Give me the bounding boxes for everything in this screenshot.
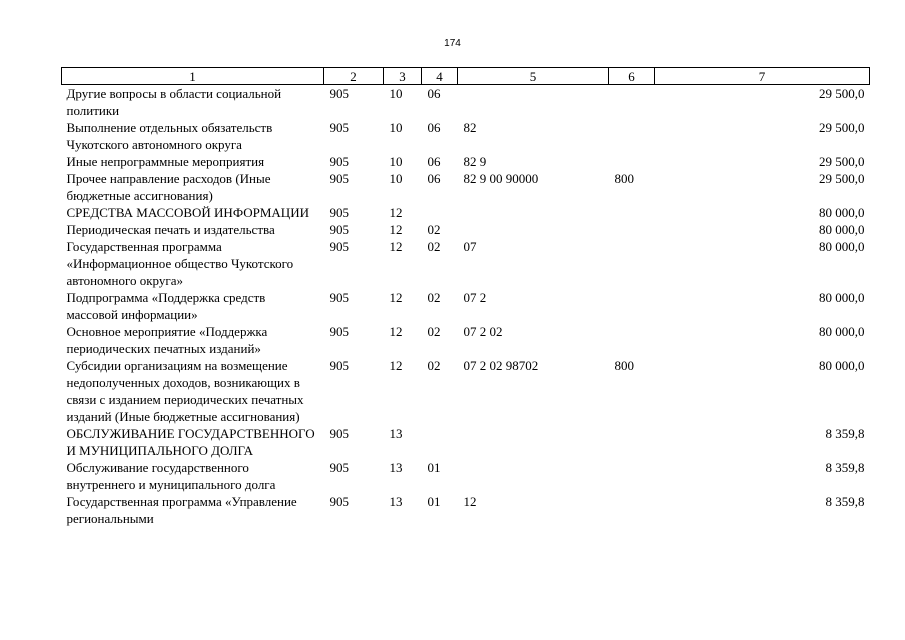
column-header: 4 — [422, 68, 458, 85]
row-code-target: 12 — [463, 494, 477, 509]
row-code-target: 07 — [463, 239, 477, 254]
row-code-admin: 905 — [329, 290, 349, 305]
row-name: Государственная программа «Информационное общество Чукотского автономного округа» — [66, 239, 294, 288]
row-name: Иные непрограммные мероприятия — [66, 154, 265, 169]
table-body — [62, 85, 870, 528]
page-number: 174 — [444, 38, 461, 49]
row-code-subsection: 06 — [427, 154, 441, 169]
row-code-section: 12 — [389, 324, 403, 339]
row-code-section: 13 — [389, 426, 403, 441]
row-code-section: 12 — [389, 222, 403, 237]
row-code-admin: 905 — [329, 426, 349, 441]
row-amount: 29 500,0 — [819, 154, 865, 169]
row-code-section: 12 — [389, 290, 403, 305]
row-code-subsection: 01 — [427, 460, 441, 475]
row-amount: 80 000,0 — [819, 239, 865, 254]
row-amount: 8 359,8 — [825, 426, 865, 441]
row-code-target: 82 9 00 90000 — [463, 171, 539, 186]
row-code-section: 12 — [389, 239, 403, 254]
row-name: Периодическая печать и издательства — [66, 222, 275, 237]
row-code-expense-type: 800 — [614, 171, 634, 186]
row-code-subsection — [422, 204, 458, 221]
row-name: Другие вопросы в области социальной политики — [66, 86, 282, 118]
row-amount: 80 000,0 — [819, 324, 865, 339]
row-code-target — [458, 204, 609, 221]
budget-table — [61, 67, 870, 527]
row-name: Выполнение отдельных обязательств Чукотского автономного округа — [66, 120, 273, 152]
row-code-target — [458, 425, 609, 459]
column-header: 6 — [609, 68, 655, 85]
row-code-section: 13 — [389, 460, 403, 475]
column-header: 2 — [324, 68, 384, 85]
row-code-expense-type — [609, 238, 655, 289]
row-code-expense-type — [609, 459, 655, 493]
row-code-expense-type — [609, 204, 655, 221]
row-code-section: 10 — [389, 120, 403, 135]
row-name: Прочее направление расходов (Иные бюджетные ассигнования) — [66, 171, 271, 203]
row-amount: 80 000,0 — [819, 205, 865, 220]
column-header: 1 — [62, 68, 324, 85]
row-name: Обслуживание государственного внутреннего и муниципального долга — [66, 460, 276, 492]
row-code-target: 07 2 02 98702 — [463, 358, 539, 373]
row-amount: 29 500,0 — [819, 171, 865, 186]
row-code-subsection: 06 — [427, 171, 441, 186]
row-code-admin: 905 — [329, 154, 349, 169]
table-row — [62, 425, 870, 459]
row-code-expense-type — [609, 493, 655, 527]
row-name: Государственная программа «Управление региональными — [66, 494, 297, 526]
row-amount: 8 359,8 — [825, 460, 865, 475]
row-code-section: 12 — [389, 205, 403, 220]
row-code-expense-type — [609, 425, 655, 459]
table-row — [62, 238, 870, 289]
row-code-subsection: 01 — [427, 494, 441, 509]
row-code-expense-type — [609, 85, 655, 120]
table-row — [62, 221, 870, 238]
row-amount: 29 500,0 — [819, 86, 865, 101]
row-code-target: 82 9 — [463, 154, 487, 169]
table-row — [62, 357, 870, 425]
column-header: 5 — [458, 68, 609, 85]
column-header: 7 — [655, 68, 870, 85]
row-code-section: 13 — [389, 494, 403, 509]
row-name: Основное мероприятие «Поддержка периодических печатных изданий» — [66, 324, 268, 356]
row-code-expense-type — [609, 289, 655, 323]
row-code-admin: 905 — [329, 460, 349, 475]
row-code-admin: 905 — [329, 171, 349, 186]
row-code-expense-type — [609, 323, 655, 357]
row-code-admin: 905 — [329, 358, 349, 373]
row-code-admin: 905 — [329, 86, 349, 101]
row-amount: 80 000,0 — [819, 358, 865, 373]
row-code-admin: 905 — [329, 239, 349, 254]
row-code-admin: 905 — [329, 205, 349, 220]
table-row — [62, 170, 870, 204]
row-amount: 80 000,0 — [819, 290, 865, 305]
row-code-expense-type — [609, 153, 655, 170]
row-code-subsection: 02 — [427, 222, 441, 237]
table-row — [62, 85, 870, 120]
row-code-subsection: 06 — [427, 120, 441, 135]
row-code-admin: 905 — [329, 222, 349, 237]
row-code-expense-type — [609, 221, 655, 238]
column-header: 3 — [384, 68, 422, 85]
row-code-target — [458, 221, 609, 238]
row-code-subsection — [422, 425, 458, 459]
row-name: ОБСЛУЖИВАНИЕ ГОСУДАРСТВЕННОГО И МУНИЦИПАЛЬНОГО ДОЛГА — [66, 426, 315, 458]
row-code-subsection: 02 — [427, 290, 441, 305]
table-row — [62, 459, 870, 493]
table-row — [62, 153, 870, 170]
row-amount: 80 000,0 — [819, 222, 865, 237]
row-code-section: 10 — [389, 86, 403, 101]
table-row — [62, 323, 870, 357]
row-code-admin: 905 — [329, 494, 349, 509]
table-header — [62, 68, 870, 85]
row-code-admin: 905 — [329, 120, 349, 135]
table-row — [62, 204, 870, 221]
row-code-target: 82 — [463, 120, 477, 135]
row-code-target: 07 2 02 — [463, 324, 503, 339]
row-code-target — [458, 85, 609, 120]
row-name: Подпрограмма «Поддержка средств массовой информации» — [66, 290, 266, 322]
row-code-target — [458, 459, 609, 493]
row-code-admin: 905 — [329, 324, 349, 339]
row-amount: 8 359,8 — [825, 494, 865, 509]
row-code-target: 07 2 — [463, 290, 487, 305]
row-code-section: 10 — [389, 171, 403, 186]
table-row — [62, 289, 870, 323]
row-code-expense-type — [609, 119, 655, 153]
row-name: Субсидии организациям на возмещение недополученных доходов, возникающих в связи с изданием периодических печатных изданий (Иные бюджетные ассигнования) — [66, 358, 304, 424]
table-row — [62, 119, 870, 153]
row-code-subsection: 02 — [427, 358, 441, 373]
row-amount: 29 500,0 — [819, 120, 865, 135]
row-code-expense-type: 800 — [614, 358, 634, 373]
header-row — [62, 68, 870, 85]
row-name: СРЕДСТВА МАССОВОЙ ИНФОРМАЦИИ — [66, 205, 309, 220]
row-code-subsection: 02 — [427, 239, 441, 254]
row-code-section: 10 — [389, 154, 403, 169]
row-code-subsection: 06 — [427, 86, 441, 101]
row-code-section: 12 — [389, 358, 403, 373]
table-row — [62, 493, 870, 527]
row-code-subsection: 02 — [427, 324, 441, 339]
